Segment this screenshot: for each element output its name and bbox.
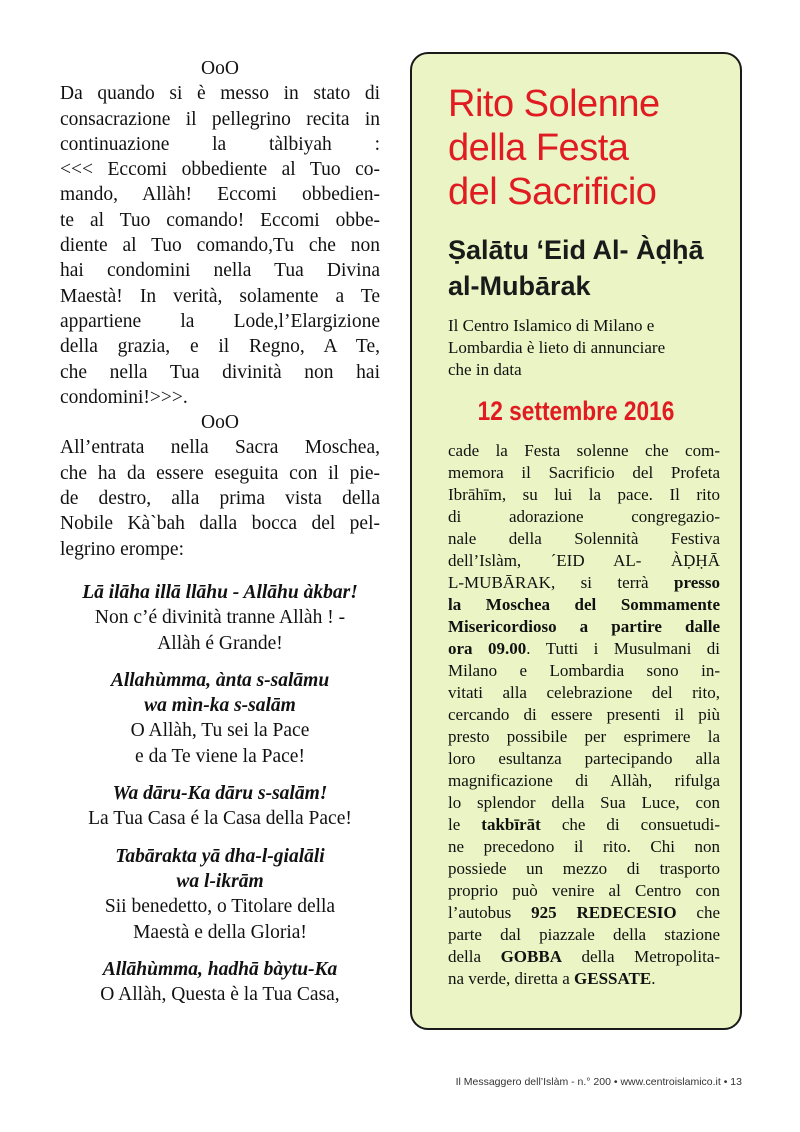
body-text: presto possibile per esprimere la — [448, 727, 720, 746]
separator: OoO — [201, 412, 239, 434]
body-line — [448, 814, 720, 836]
body-bold-text: GESSATE — [574, 969, 652, 988]
body-line — [448, 572, 720, 594]
text-line: appartiene la Lode,l’Elargizione — [60, 310, 380, 332]
body-text: Milano e Lombardia sono in- — [448, 661, 720, 680]
invocation-italian: e da Te viene la Pace! — [135, 745, 305, 767]
body-line — [448, 550, 720, 572]
body-line — [448, 506, 720, 528]
talbiyah-intro — [60, 81, 380, 157]
spacer — [60, 945, 380, 957]
body-text: . — [651, 969, 656, 988]
body-line — [448, 792, 720, 814]
invocation — [60, 844, 380, 945]
body-text: della — [448, 947, 501, 966]
body-line — [448, 638, 720, 660]
body-line — [448, 660, 720, 682]
text-line: te al Tuo comando! Eccomi obbe- — [60, 209, 380, 231]
body-line — [448, 770, 720, 792]
body-text: dell’Islàm, ´EID AL- ÀḌḤĀ — [448, 551, 720, 570]
invocation-arabic: Tabārakta yā dha-l-gialāli — [115, 845, 325, 867]
body-line — [448, 858, 720, 880]
invocation — [60, 781, 380, 832]
invocation — [60, 668, 380, 769]
body-text: cercando di essere presenti il più — [448, 705, 720, 724]
invocation-arabic: Allāhùmma, hadhā bàytu-Ka — [102, 958, 338, 980]
announcement-intro — [448, 315, 738, 381]
intro-line: Lombardia è lieto di annunciare — [448, 338, 666, 357]
body-line — [448, 616, 720, 638]
invocation-italian: O Allàh, Questa è la Tua Casa, — [100, 984, 340, 1006]
invocation-arabic: wa mìn-ka s-salām — [144, 695, 296, 717]
text-line: mando, Allàh! Eccomi obbedien- — [60, 184, 380, 206]
body-text: proprio può venire al Centro con — [448, 881, 720, 900]
body-line — [448, 880, 720, 902]
text-line: Nobile Kà`bah dalla bocca del pel- — [60, 513, 380, 535]
spacer — [60, 769, 380, 781]
body-line — [448, 440, 720, 462]
announcement-body — [448, 440, 720, 990]
entrance-end: legrino erompe: — [60, 538, 184, 560]
body-text: magnificazione di Allàh, rifulga — [448, 771, 720, 790]
text-line: diente al Tuo comando,Tu che non — [60, 235, 380, 257]
body-text: na verde, diretta a — [448, 969, 575, 988]
spacer — [60, 656, 380, 668]
invocation — [60, 580, 380, 656]
invocation-italian: La Tua Casa é la Casa della Pace! — [88, 808, 352, 830]
text-line: che nella Tua divinità non hai — [60, 361, 380, 383]
talbiyah-end: condomini!>>>. — [60, 386, 188, 408]
body-bold-text: ora 09.00 — [448, 639, 527, 658]
page-footer: Il Messaggero dell’Islàm - n.° 200 • www.centroislamico.it • 13 — [455, 1076, 742, 1088]
invocation-italian: Maestà e della Gloria! — [133, 921, 307, 943]
text-line: All’entrata nella Sacra Moschea, — [60, 437, 380, 459]
invocation-italian: Allàh é Grande! — [157, 632, 283, 654]
body-line — [448, 704, 720, 726]
text-line: che ha da essere eseguita con il pie- — [60, 462, 380, 484]
body-text: ne precedono il rito. Chi non — [448, 837, 720, 856]
body-text: lo splendor della Sua Luce, con — [448, 793, 720, 812]
text-line: consacrazione il pellegrino recita in — [60, 108, 380, 130]
body-text: possiede un mezzo di trasporto — [448, 859, 720, 878]
body-line — [448, 924, 720, 946]
body-text: parte dal piazzale della stazione — [448, 925, 720, 944]
invocation-arabic: Wa dāru-Ka dāru s-salām! — [112, 783, 328, 805]
body-text: cade la Festa solenne che com- — [448, 441, 720, 460]
body-bold-text: GOBBA — [500, 947, 562, 966]
body-bold-text: presso — [674, 573, 720, 592]
text-line: <<< Eccomi obbediente al Tuo co- — [60, 159, 380, 181]
text-line: della grazia, e il Regno, A Te, — [60, 336, 380, 358]
invocation-italian: Non c’é divinità tranne Allàh ! - — [94, 607, 346, 629]
body-line — [448, 484, 720, 506]
body-line — [448, 836, 720, 858]
body-line — [448, 748, 720, 770]
body-bold-text: Misericordioso a partire dalle — [448, 617, 720, 636]
invocation-arabic: wa l-ikrām — [176, 870, 264, 892]
text-line: Da quando si è messo in stato di — [60, 83, 380, 105]
body-line — [448, 946, 720, 968]
announcement-title — [448, 82, 738, 214]
subtitle-line: al-Mubārak — [448, 271, 591, 301]
title-line: della Festa — [448, 127, 629, 169]
body-text: che — [676, 903, 720, 922]
intro-line: che in data — [448, 360, 522, 379]
intro-line: Il Centro Islamico di Milano e — [448, 316, 655, 335]
invocation-arabic: Allahùmma, ànta s-salāmu — [110, 669, 330, 691]
separator: OoO — [201, 58, 239, 79]
text-line: hai condomini nella Tua Divina — [60, 260, 380, 282]
announcement-subtitle — [448, 232, 738, 304]
body-bold-text: la Moschea del Sommamente — [448, 595, 720, 614]
body-text: nale della Solennità Festiva — [448, 529, 720, 548]
body-line — [448, 682, 720, 704]
text-line: Maestà! In verità, solamente a Te — [60, 285, 380, 307]
title-line: Rito Solenne — [448, 83, 660, 125]
body-bold-text: 925 REDECESIO — [531, 903, 677, 922]
body-line — [448, 726, 720, 748]
invocation-italian: O Allàh, Tu sei la Pace — [130, 720, 310, 742]
body-line — [448, 528, 720, 550]
invocations — [60, 562, 380, 1007]
title-line: del Sacrificio — [448, 171, 657, 213]
body-text: vitati alla celebrazione del rito, — [448, 683, 720, 702]
body-line — [448, 968, 720, 990]
talbiyah-text — [60, 157, 380, 385]
body-text: che di consuetudi- — [540, 815, 720, 834]
left-column — [60, 56, 380, 1007]
text-line: de destro, alla prima vista della — [60, 488, 380, 510]
invocation-italian: Sii benedetto, o Titolare della — [104, 896, 336, 918]
entrance-text — [60, 435, 380, 536]
body-text: memora il Sacrificio del Profeta — [448, 463, 720, 482]
body-line — [448, 902, 720, 924]
body-line — [448, 462, 720, 484]
body-text: della Metropolita- — [561, 947, 720, 966]
body-text: di adorazione congregazio- — [448, 507, 720, 526]
subtitle-line: Ṣalātu ‘Eid Al- Àḍḥā — [448, 235, 704, 265]
announcement-date: 12 settembre 2016 — [477, 396, 675, 426]
body-text: le — [448, 815, 482, 834]
body-text: . Tutti i Musulmani di — [526, 639, 720, 658]
announcement-box — [410, 52, 742, 1030]
body-text: Ibrāhīm, su lui la pace. Il rito — [448, 485, 720, 504]
body-text: loro esultanza partecipando alla — [448, 749, 720, 768]
invocation-arabic: Lā ilāha illā llāhu - Allāhu àkbar! — [82, 581, 358, 603]
text-line: continuazione la tàlbiyah : — [60, 133, 380, 155]
spacer — [60, 832, 380, 844]
body-bold-text: takbīrāt — [481, 815, 541, 834]
invocation — [60, 957, 380, 1008]
body-line — [448, 594, 720, 616]
body-text: l’autobus — [448, 903, 532, 922]
body-text: L-MUBĀRAK, si terrà — [448, 573, 675, 592]
spacer — [60, 562, 380, 580]
